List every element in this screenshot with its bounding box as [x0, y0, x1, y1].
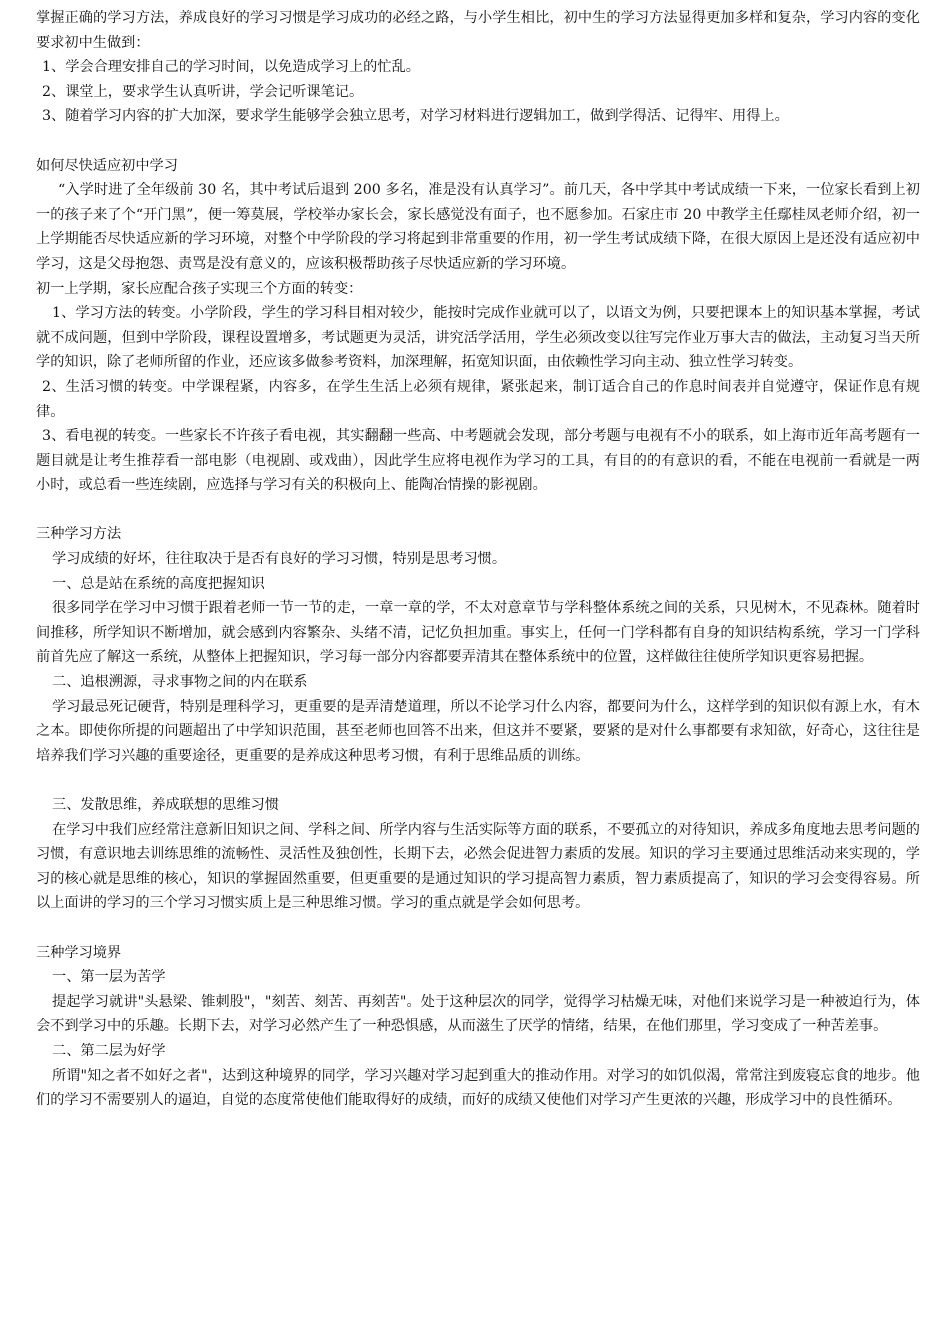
- document-page: [36, 6, 920, 1113]
- body-paragraph: 很多同学在学习中习惯于跟着老师一节一节的走，一章一章的学，不太对意章节与学科整体系统之间的关系，只见树木，不见森林。随着时间推移，所学知识不断增加，就会感到内容繁杂、头绪不清，记忆负担加重。事实上，任何一门学科都有自身的知识结构系统，学习一门学科前首先应了解这一系统，从整体上把握知识，学习每一部分内容都要弄清其在整体系统中的位置，这样做往往使所学知识更容易把握。: [36, 600, 920, 666]
- intro-item-1: 1、学会合理安排自己的学习时间，以免造成学习上的忙乱。: [42, 59, 420, 76]
- list-item: 1、学习方法的转变。小学阶段，学生的学习科目相对较少，能按时完成作业就可以了，以语文为例，只要把课本上的知识基本掌握，考试就不成问题，但到中学阶段，课程设置增多，考试题更为灵活，讲究活学活用，学生必须改变以往写完作业万事大吉的做法，主动复习当天所学的知识，除了老师所留的作业，还应该多做参考资料，加深理解，拓宽知识面，由依赖性学习向主动、独立性学习转变。: [36, 305, 920, 371]
- spacer: [36, 498, 920, 523]
- body-paragraph: 提起学习就讲"头悬梁、锥刺股"，"刻苦、刻苦、再刻苦"。处于这种层次的同学，觉得学习枯燥无味，对他们来说学习是一种被迫行为，体会不到学习中的乐趣。长期下去，对学习必然产生了一种恐惧感，从而滋生了厌学的情绪，结果，在他们那里，学习变成了一种苦差事。: [36, 993, 920, 1035]
- spacer: [36, 129, 920, 154]
- body-paragraph: 学习成绩的好坏，往往取决于是否有良好的学习习惯，特别是思考习惯。: [52, 551, 507, 568]
- section-title: 三种学习方法: [36, 526, 122, 543]
- section-title: 三种学习境界: [36, 944, 122, 961]
- body-paragraph: 初一上学期，家长应配合孩子实现三个方面的转变：: [36, 280, 363, 297]
- sub-heading: 一、总是站在系统的高度把握知识: [52, 575, 265, 592]
- intro-item-3: 3、随着学习内容的扩大加深，要求学生能够学会独立思考，对学习材料进行逻辑加工，做到学得活、记得牢、用得上。: [42, 108, 789, 125]
- list-item: 2、生活习惯的转变。中学课程紧，内容多，在学生生活上必须有规律，紧张起来，制订适合自己的作息时间表并自觉遵守，保证作息有规律。: [36, 378, 920, 420]
- spacer: [36, 916, 920, 941]
- body-paragraph: 学习最忌死记硬背，特别是理科学习，更重要的是弄清楚道理，所以不论学习什么内容，都要问为什么，这样学到的知识似有源上水，有木之本。即使你所提的问题超出了中学知识范围，甚至老师也回答不出来，但这并不要紧，要紧的是对什么事都要有求知欲，好奇心，这往往是培养我们学习兴趣的重要途径，更重要的是养成这种思考习惯，有利于思维品质的训练。: [36, 698, 920, 764]
- body-paragraph: “入学时进了全年级前 30 名，其中考试后退到 200 多名，准是没有认真学习”。前几天，各中学其中考试成绩一下来，一位家长看到上初一的孩子来了个“开门黑”，便一筹莫展，学校举办家长会，家长感觉没有面子，也不愿参加。石家庄市 20 中教学主任鄢桂凤老师介绍，初一上学期能否尽快适应新的学习环境，对整个中学阶段的学习将起到非常重要的作用，初一学生考试成绩下降，在很大原因上是还没有适应初中学习，这是父母抱怨、责骂是没有意义的，应该积极帮助孩子尽快适应新的学习环境。: [36, 182, 920, 272]
- spacer: [36, 768, 920, 793]
- body-paragraph: 所谓"知之者不如好之者"，达到这种境界的同学，学习兴趣对学习起到重大的推动作用。对学习的如饥似渴，常常注到废寝忘食的地步。他们的学习不需要别人的逼迫，自觉的态度常使他们能取得好的成绩，而好的成绩又使他们对学习产生更浓的兴趣，形成学习中的良性循环。: [36, 1067, 920, 1109]
- sub-heading: 三、发散思维，养成联想的思维习惯: [52, 797, 280, 813]
- body-paragraph: 在学习中我们应经常注意新旧知识之间、学科之间、所学内容与生活实际等方面的联系，不要孤立的对待知识，养成多角度地去思考问题的习惯，有意识地去训练思维的流畅性、灵活性及独创性，长期下去，必然会促进智力素质的发展。知识的学习主要通过思维活动来实现的，学习的核心就是思维的核心，知识的掌握固然重要，但更重要的是通过知识的学习提高智力素质，智力素质提高了，知识的学习会变得容易。所以上面讲的学习的三个学习习惯实质上是三种思维习惯。学习的重点就是学会如何思考。: [36, 821, 920, 912]
- sub-heading: 二、第二层为好学: [52, 1042, 166, 1059]
- list-item: 3、看电视的转变。一些家长不许孩子看电视，其实翻翻一些高、中考题就会发现，部分考题与电视有不小的联系，如上海市近年高考题有一题目就是让考生推荐看一部电影（电视剧、或戏曲），因此学生应将电视作为学习的工具，有目的的有意识的看，不能在电视前一看就是一两小时，或总看一些连续剧，应选择与学习有关的积极向上、能陶冶情操的影视剧。: [36, 428, 920, 494]
- sub-heading: 一、第一层为苦学: [52, 969, 166, 986]
- section-title: 如何尽快适应初中学习: [36, 157, 178, 174]
- intro-item-2: 2、课堂上，要求学生认真听讲，学会记听课笔记。: [42, 83, 364, 100]
- intro-paragraph: 掌握正确的学习方法，养成良好的学习习惯是学习成功的必经之路，与小学生相比，初中生的学习方法显得更加多样和复杂，学习内容的变化要求初中生做到：: [36, 10, 920, 51]
- sub-heading: 二、追根溯源，寻求事物之间的内在联系: [52, 674, 308, 691]
